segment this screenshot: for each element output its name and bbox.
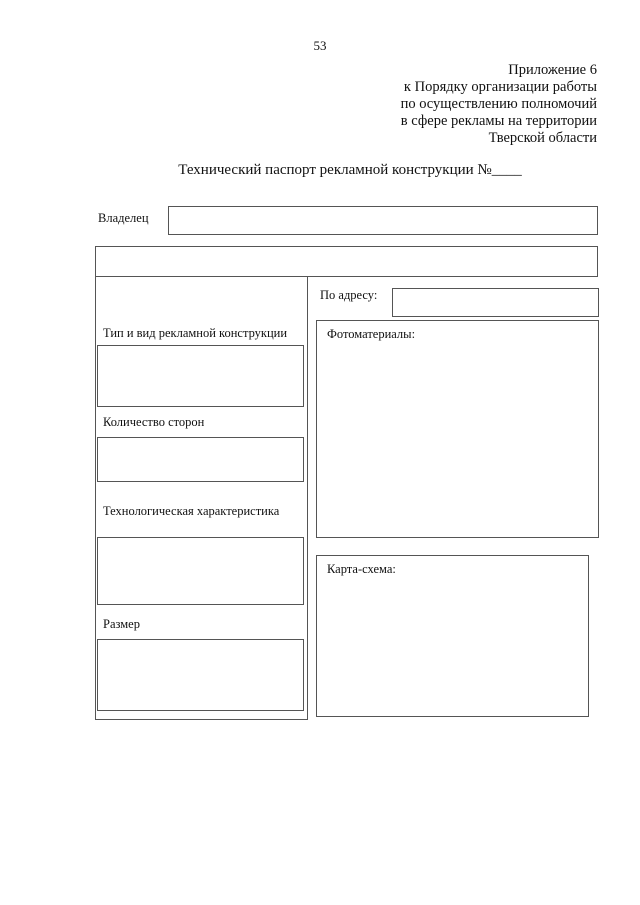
page-number: 53 <box>313 38 327 53</box>
owner-details-field[interactable] <box>95 246 598 277</box>
owner-field[interactable] <box>168 206 598 235</box>
appendix-note <box>401 62 597 147</box>
appendix-line: по осуществлению полномочий <box>400 96 597 112</box>
sides-field[interactable] <box>97 437 304 482</box>
tech-field[interactable] <box>97 537 304 605</box>
type-label: Тип и вид рекламной конструкции <box>103 326 288 340</box>
sides-label: Количество сторон <box>103 415 205 429</box>
document-title: Технический паспорт рекламной конструкции №____ <box>178 162 522 178</box>
photos-box[interactable] <box>316 320 599 538</box>
size-label: Размер <box>103 617 140 631</box>
appendix-line: к Порядку организации работы <box>403 79 597 95</box>
owner-label: Владелец <box>98 211 149 225</box>
appendix-line: Приложение 6 <box>508 62 597 78</box>
appendix-line: в сфере рекламы на территории <box>400 113 597 129</box>
type-field[interactable] <box>97 345 304 407</box>
map-box[interactable] <box>316 555 589 717</box>
address-label: По адресу: <box>320 288 378 302</box>
photos-label: Фотоматериалы: <box>327 327 416 341</box>
tech-label: Технологическая характеристика <box>103 504 280 518</box>
size-field[interactable] <box>97 639 304 711</box>
map-label: Карта-схема: <box>327 562 396 576</box>
address-field[interactable] <box>392 288 599 317</box>
appendix-line: Тверской области <box>488 130 597 146</box>
